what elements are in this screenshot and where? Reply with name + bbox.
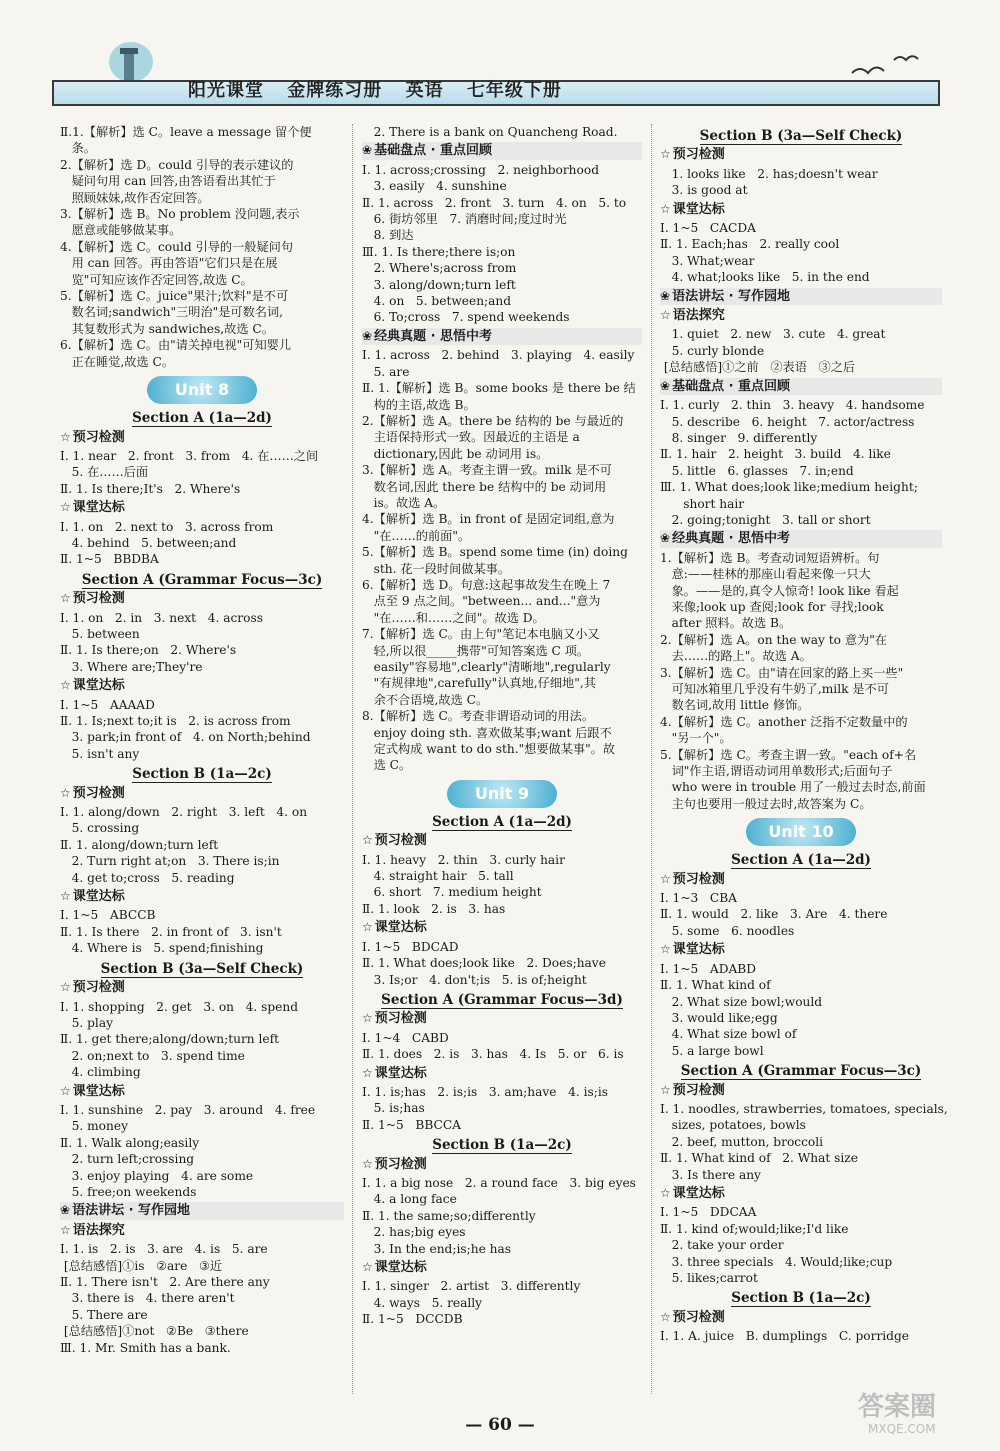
answer-line: 3. enjoy playing 4. are some [60,1168,254,1183]
answer-line: 3. there is 4. there aren't [60,1291,235,1306]
answer-line: Ⅰ. 1. along/down 2. right 3. left 4. on [60,805,308,820]
answer-line: 5. 在……后面 [60,465,149,480]
answer-line: Ⅰ. 1. curly 2. thin 3. heavy 4. handsome [660,398,925,413]
answer-line: 2.【解析】选 A。on the way to 意为"在 [660,632,888,647]
answer-line: 3.【解析】选 A。考查主谓一致。milk 是不可 [362,463,612,478]
subsection-heading-text: 课堂达标 [374,1260,427,1275]
subsection-heading-text: 课堂达标 [72,1083,125,1099]
subsection-heading [660,941,942,958]
answer-line: Ⅰ. 1. on 2. in 3. next 4. across [60,610,263,625]
answer-line: 3. along/down;turn left [362,277,516,292]
answer-line: 5. are [362,364,410,379]
answer-line: Ⅰ. 1~5 ADABD [660,961,757,976]
answer-line: 3.【解析】选 C。由"请在回家的路上买一些" [660,665,904,680]
answer-line: 8.【解析】选 C。考查非谓语动词的用法。 [362,709,595,724]
answer-line: Ⅰ. 1. across;crossing 2. neighborhood [362,162,600,177]
answer-line: Ⅱ. 1. would 2. like 3. Are 4. there [660,907,888,922]
series-name: 阳光课堂 [188,80,264,101]
answer-line: 3. is good at [660,183,748,198]
answer-line: 2. Turn right at;on 3. There is;in [60,854,280,869]
answer-line: 4.【解析】选 C。could 引导的一般疑问句 [60,239,294,254]
answer-line: 5. likes;carrot [660,1271,758,1285]
answer-line: 照顾妹妹,故作否定回答。 [60,190,210,205]
unit-heading: Unit 9 [447,780,557,808]
subsection-heading-text: 经典真题 · 思悟中考 [374,328,493,344]
answer-line: 3.【解析】选 B。No problem 没问题,表示 [60,207,300,222]
answer-line: 选 C。 [362,758,412,773]
answer-line: 5.【解析】选 C。juice"果汁;饮料"是不可 [60,289,289,304]
section-heading-text: Section A (1a—2d) [731,852,871,869]
answer-line: Ⅲ. 1. What does;look like;medium height; [660,480,918,495]
answer-line: 4. Where is 5. spend;finishing [60,941,264,956]
subsection-heading [362,1010,642,1027]
answer-line: "另一个"。 [660,731,732,746]
answer-line: 3. easily 4. sunshine [362,179,507,194]
answer-line: 5. some 6. noodles [660,923,795,938]
answer-line: 4.【解析】选 B。in front of 是固定词组,意为 [362,512,615,527]
subsection-heading-text: 课堂达标 [672,942,725,958]
answer-column-2 [362,124,642,1328]
subsection-heading [362,328,642,345]
star-icon: ☆ [362,1065,373,1080]
unit-heading: Unit 10 [746,818,856,846]
answer-line: Ⅱ. 1. across 2. front 3. turn 4. on 5. to [362,195,627,210]
section-heading [660,128,942,144]
answer-line: 点至 9 点之间。"between... and..."意为 [362,594,601,609]
answer-line: 3. Is there any [660,1167,761,1182]
answer-line: 2. Where's;across from [362,261,517,276]
star-icon: ☆ [660,147,671,162]
subsection-heading-text: 语法探究 [72,1222,125,1238]
subsection-heading-text: 预习检测 [672,1082,725,1098]
answer-line: Ⅰ. 1. singer 2. artist 3. differently [362,1279,581,1294]
answer-line: "在……的前面"。 [362,528,471,543]
subsection-heading [362,919,642,936]
section-heading-text: Section B (3a—Self Check) [100,960,304,977]
answer-line: Ⅱ. 1~5 DCCDB [362,1312,463,1327]
section-heading [660,1290,942,1306]
answer-line: 词"作主语,谓语动词用单数形式;后面句子 [660,764,893,779]
answer-line: 用 can 回答。再由答语"它们只是在展 [60,256,278,271]
star-icon: ☆ [60,889,71,904]
answer-line: 余不合语境,故选 C。 [362,692,489,707]
answer-line: 2. take your order [660,1238,784,1253]
answer-line: 4. straight hair 5. tall [362,869,514,884]
watermark-url: MXQE.COM [868,1422,936,1436]
answer-line: 3. would like;egg [660,1010,778,1025]
section-heading-text: Section A (Grammar Focus—3c) [680,1063,922,1080]
answer-line: 2. What size bowl;would [660,994,823,1009]
subsection-heading-text: 基础盘点 · 重点回顾 [672,378,791,394]
star-icon: ☆ [60,785,71,800]
subsection-heading-text: 课堂达标 [374,920,427,936]
star-icon: ☆ [362,1260,373,1274]
answer-line: Ⅰ. 1~5 BDCAD [362,939,459,954]
answer-line: Ⅰ. 1. sunshine 2. pay 3. around 4. free [60,1102,316,1117]
grade-name: 七年级下册 [466,80,562,101]
answer-line: 2. going;tonight 3. tall or short [660,512,871,527]
answer-line: 2. on;next to 3. spend time [60,1048,245,1063]
answer-line: Ⅰ. 1~5 CACDA [660,221,756,236]
answer-line: sth. 花一段时间做某事。 [362,561,511,576]
page-number: — 60 — [465,1415,535,1435]
answer-line: 轻,所以很_____携带"可知答案选 C 项。 [362,643,590,658]
star-icon: ☆ [660,942,671,957]
subsection-heading [60,677,344,694]
answer-line: 3. park;in front of 4. on North;behind [60,730,311,745]
answer-line: short hair [660,496,745,511]
answer-line: 5. money [60,1119,128,1134]
answer-line: 2.【解析】选 D。could 引导的表示建议的 [60,157,294,172]
unit-heading: Unit 8 [147,376,257,404]
answer-line: 5. a large bowl [660,1043,764,1058]
star-icon: ☆ [60,591,71,606]
answer-line: 4. get to;cross 5. reading [60,870,235,885]
answer-line: Ⅰ. 1~5 ABCCB [60,908,156,923]
subsection-heading-text: 课堂达标 [672,201,725,217]
star-icon: ☆ [362,920,373,935]
answer-line: 2. turn left;crossing [60,1152,195,1167]
star-icon: ☆ [60,500,71,515]
answer-line: Ⅰ. 1. is;has 2. is;is 3. am;have 4. is;is [362,1084,609,1099]
flower-icon: ❀ [60,1203,71,1218]
subsection-heading-text: 课堂达标 [672,1185,725,1201]
section-heading [660,852,942,868]
answer-line: Ⅱ. 1. the same;so;differently [362,1208,536,1223]
answer-line: Ⅰ. 1~5 DDCAA [660,1205,757,1220]
answer-line: 4. what;looks like 5. in the end [660,270,870,285]
subsection-heading-text: 预习检测 [374,1156,427,1172]
answer-line: 5. is;has [362,1101,425,1116]
answer-line: after 照料。故选 B。 [660,616,792,631]
book-name: 金牌练习册 [287,80,383,101]
subsection-heading-text: 基础盘点 · 重点回顾 [374,143,493,159]
answer-line: 1.【解析】选 B。考查动词短语辨析。句 [660,550,880,565]
answer-line: 1. looks like 2. has;doesn't wear [660,166,878,181]
answer-line: 4.【解析】选 C。another 泛指不定数量中的 [660,714,908,729]
subsection-heading [60,1222,344,1239]
answer-line: Ⅰ. 1. a big nose 2. a round face 3. big eyes [362,1175,636,1190]
answer-line: Ⅱ. 1. Each;has 2. really cool [660,237,840,252]
answer-line: 4. What size bowl of [660,1027,797,1042]
subsection-heading-text: 预习检测 [72,785,125,801]
answer-line: 主语保持形式一致。因最近的主语是 a [362,430,580,445]
answer-line: 5. isn't any [60,746,140,761]
answer-line: Ⅱ. 1~5 BBCCA [362,1117,461,1132]
subsection-heading [660,307,942,324]
column-divider [651,124,652,1394]
subsection-heading-text: 预习检测 [672,147,725,163]
answer-column-3 [660,124,948,1345]
answer-line: Ⅱ. 1. What kind of 2. What size [660,1151,858,1166]
star-icon: ☆ [362,833,373,848]
answer-line: 数名词;sandwich"三明治"是可数名词, [60,305,284,320]
answer-line: 愿意或能够做某事。 [60,223,182,238]
subsection-heading-text: 课堂达标 [72,678,125,694]
answer-line: 2. There is a bank on Quancheng Road. [362,125,618,139]
star-icon: ☆ [60,1222,71,1237]
section-heading [60,961,344,977]
star-icon: ☆ [60,1083,71,1098]
answer-line: Ⅰ. 1~3 CBA [660,891,737,906]
subsection-heading-text: 课堂达标 [374,1065,427,1081]
subsection-heading [60,590,344,607]
answer-line: Ⅱ. 1. along/down;turn left [60,837,219,852]
answer-line: sizes, potatoes, bowls [660,1118,806,1133]
answer-line: 4. on 5. between;and [362,294,512,309]
answer-line: 3. three specials 4. Would;like;cup [660,1254,893,1269]
answer-line: Ⅱ. 1. What does;look like 2. Does;have [362,956,606,971]
subsection-heading-text: 预习检测 [374,1011,427,1027]
answer-line: who were in trouble 用了一般过去时态,前面 [660,780,926,795]
flower-icon: ❀ [362,143,373,158]
subsection-heading-text: 语法讲坛 · 写作园地 [72,1203,191,1219]
section-heading-text: Section B (3a—Self Check) [699,128,903,144]
answer-line: 5. little 6. glasses 7. in;end [660,463,854,478]
answer-line: Ⅱ.1.【解析】选 C。leave a message 留个便 [60,125,312,139]
answer-line: Ⅱ. 1. does 2. is 3. has 4. Is 5. or 6. is [362,1047,624,1062]
answer-line: 数名词,因此 there be 结构中的 be 动词用 [362,479,607,494]
answer-line: 3. Is;or 4. don't;is 5. is of;height [362,972,587,987]
subsection-heading-text: 预习检测 [72,591,125,607]
answer-line: 疑问句用 can 回答,由答语看出其忙于 [60,174,276,189]
answer-line: 3. In the end;is;he has [362,1241,512,1256]
answer-line: 5. free;on weekends [60,1184,197,1199]
answer-line: Ⅰ. 1. A. juice B. dumplings C. porridge [660,1329,909,1344]
section-heading [660,1063,942,1079]
subsection-heading [660,1185,942,1202]
flower-icon: ❀ [660,288,671,303]
answer-line: Ⅱ. 1. look 2. is 3. has [362,901,506,916]
answer-line: Ⅰ. 1. near 2. front 3. from 4. 在……之间 [60,448,319,463]
star-icon: ☆ [60,980,71,995]
answer-line: 象。——是的,真令人惊奇! look like 看起 [660,583,899,598]
subsection-heading [60,1202,344,1219]
section-heading [60,766,344,782]
answer-line: 正在睡觉,故选 C。 [60,354,175,369]
subsection-heading-text: 预习检测 [672,1309,725,1325]
answer-line: 3. What;wear [660,253,755,268]
subsection-heading-text: 经典真题 · 思悟中考 [672,531,791,547]
subsection-heading [660,1082,942,1099]
answer-line: 定式构成 want to do sth."想要做某事"。故 [362,742,616,757]
star-icon: ☆ [362,1011,373,1026]
section-heading [60,410,344,426]
flower-icon: ❀ [660,378,671,393]
star-icon: ☆ [362,1156,373,1171]
subsection-heading [660,201,942,218]
answer-line: 6.【解析】选 D。句意:这起事故发生在晚上 7 [362,577,611,592]
answer-line: Ⅱ. 1~5 BBDBA [60,552,159,567]
subsection-heading [60,499,344,516]
answer-line: 4. ways 5. really [362,1295,483,1310]
answer-line: Ⅰ. 1. is 2. is 3. are 4. is 5. are [60,1242,268,1257]
section-heading-text: Section A (Grammar Focus—3c) [81,571,323,588]
answer-line: Ⅰ. 1. shopping 2. get 3. on 4. spend [60,999,299,1014]
answer-line: 意:——桂林的那座山看起来像一只大 [660,567,871,582]
subsection-heading [362,1065,642,1082]
answer-line: 8. 到达 [362,228,414,243]
answer-line: Ⅱ. 1.【解析】选 B。some books 是 there be 结 [362,381,636,396]
subsection-heading [362,832,642,849]
section-heading [362,992,642,1008]
answer-line: 5. describe 6. height 7. actor/actress [660,414,915,429]
subsection-heading [660,288,942,305]
watermark-text: 答案圈 [858,1392,937,1422]
answer-line: Ⅱ. 1. Is there;It's 2. Where's [60,481,241,496]
answer-line: 来像;look up 查阅;look for 寻找;look [660,599,884,614]
answer-line: 5. play [60,1015,113,1030]
header-banner [52,38,940,108]
subject-name: 英语 [405,80,444,101]
subsection-heading [660,378,942,395]
section-heading-text: Section A (1a—2d) [132,410,272,427]
answer-line: Ⅱ. 1. kind of;would;like;I'd like [660,1221,849,1236]
section-heading-text: Section A (Grammar Focus—3d) [381,991,623,1008]
section-heading [362,1137,642,1153]
answer-line: 6. To;cross 7. spend weekends [362,310,570,325]
answer-line: 6. short 7. medium height [362,885,542,900]
answer-line: Ⅰ. 1. heavy 2. thin 3. curly hair [362,852,565,867]
answer-line: [总结感悟]①not ②Be ③there [60,1324,249,1339]
answer-line: Ⅱ. 1. Walk along;easily [60,1135,200,1150]
subsection-heading [660,146,942,163]
answer-line: "在……和……之间"。故选 D。 [362,610,545,625]
answer-line: Ⅱ. 1. Is there 2. in front of 3. isn't [60,924,282,939]
section-heading-text: Section A (1a—2d) [432,813,572,830]
answer-line: Ⅱ. 1. What kind of [660,978,771,993]
star-icon: ☆ [660,1082,671,1097]
answer-line: [总结感悟]①之前 ②表语 ③之后 [660,360,856,375]
answer-line: 4. climbing [60,1065,141,1080]
subsection-heading-text: 预习检测 [72,980,125,996]
subsection-heading [60,1083,344,1100]
subsection-heading [60,888,344,905]
answer-line: 5.【解析】选 C。考查主谓一致。"each of+名 [660,747,917,762]
section-heading-text: Section B (1a—2c) [731,1290,871,1307]
banner-title [188,76,578,102]
answer-line: 可知冰箱里几乎没有牛奶了,milk 是不可 [660,682,889,696]
answer-line: 6. 街坊邻里 7. 消磨时间;度过时光 [362,212,567,227]
answer-line: Ⅱ. 1. Is there;on 2. Where's [60,643,237,658]
subsection-heading [362,142,642,159]
star-icon: ☆ [660,1185,671,1200]
section-heading [362,814,642,830]
subsection-heading-text: 预习检测 [672,871,725,887]
star-icon: ☆ [60,429,71,444]
answer-line: 其复数形式为 sandwiches,故选 C。 [60,321,274,336]
answer-line: 2.【解析】选 A。there be 结构的 be 与最近的 [362,413,624,428]
answer-line: easily"容易地",clearly"清晰地",regularly [362,660,611,674]
answer-line: 5. curly blonde [660,343,765,358]
subsection-heading-text: 预习检测 [374,833,427,849]
section-heading-text: Section B (1a—2c) [132,766,272,783]
answer-line: 5.【解析】选 B。spend some time (in) doing [362,545,628,560]
answer-line: 5. There are [60,1307,148,1322]
answer-line: 4. a long face [362,1192,457,1207]
star-icon: ☆ [660,871,671,886]
answer-line: 6.【解析】选 C。由"请关掉电视"可知婴儿 [60,338,292,353]
answer-line: dictionary,因此 be 动词用 is。 [362,446,549,461]
subsection-heading [660,1309,942,1326]
answer-line: 8. singer 9. differently [660,430,818,445]
answer-line: 4. behind 5. between;and [60,535,237,550]
subsection-heading-text: 语法探究 [672,308,725,324]
subsection-heading [660,530,942,547]
answer-line: Ⅰ. 1~4 CABD [362,1030,449,1045]
section-heading-text: Section B (1a—2c) [432,1137,572,1154]
answer-line: Ⅰ. 1. on 2. next to 3. across from [60,519,274,534]
star-icon: ☆ [660,201,671,216]
answer-line: 5. between [60,626,140,641]
answer-line: 数名词,故用 little 修饰。 [660,698,810,713]
column-divider [352,124,353,1394]
answer-line: Ⅱ. 1. hair 2. height 3. build 4. like [660,447,891,462]
flower-icon: ❀ [660,531,671,546]
flower-icon: ❀ [362,328,373,343]
watermark-logo [858,1392,988,1444]
answer-line: "有规律地",carefully"认真地,仔细地",其 [362,676,596,691]
answer-line: 条。 [60,141,96,156]
answer-line: Ⅱ. 1. Is;next to;it is 2. is across from [60,714,291,728]
answer-line: 5. crossing [60,821,140,836]
answer-line: 3. Where are;They're [60,659,203,674]
answer-line: 7.【解析】选 C。由上句"笔记本电脑又小又 [362,627,600,642]
subsection-heading-text: 课堂达标 [72,500,125,516]
answer-line: Ⅰ. 1~5 AAAAD [60,697,155,712]
answer-line: Ⅰ. 1. noodles, strawberries, tomatoes, specials, [660,1101,948,1116]
subsection-heading [60,429,344,446]
answer-line: 去……的路上"。故选 A。 [660,649,812,664]
answer-line: 2. has;big eyes [362,1225,466,1240]
star-icon: ☆ [660,1309,671,1324]
subsection-heading-text: 语法讲坛 · 写作园地 [672,288,791,304]
answer-line: Ⅰ. 1. across 2. behind 3. playing 4. easily [362,348,635,363]
star-icon: ☆ [660,308,671,323]
answer-line: 主句也要用一般过去时,故答案为 C。 [660,796,872,811]
answer-line: Ⅱ. 1. There isn't 2. Are there any [60,1275,270,1289]
answer-line: 览"可知应该作否定回答,故选 C。 [60,272,253,287]
subsection-heading [362,1259,642,1276]
answer-line: Ⅱ. 1. get there;along/down;turn left [60,1032,280,1047]
answer-line: is。故选 A。 [362,495,446,510]
answer-line: [总结感悟]①is ②are ③近 [60,1258,223,1273]
answer-line: 构的主语,故选 B。 [362,397,476,412]
star-icon: ☆ [60,678,71,693]
answer-line: 2. beef, mutton, broccoli [660,1134,824,1149]
answer-line: 1. quiet 2. new 3. cute 4. great [660,327,886,342]
subsection-heading [60,979,344,996]
subsection-heading [362,1156,642,1173]
subsection-heading [660,871,942,888]
subsection-heading [60,785,344,802]
answer-line: enjoy doing sth. 喜欢做某事;want 后跟不 [362,725,612,740]
answer-line: Ⅲ. 1. Is there;there is;on [362,244,516,259]
answer-line: Ⅲ. 1. Mr. Smith has a bank. [60,1340,231,1355]
section-heading [60,572,344,588]
answer-column-1 [60,124,344,1356]
subsection-heading-text: 预习检测 [72,429,125,445]
subsection-heading-text: 课堂达标 [72,889,125,905]
